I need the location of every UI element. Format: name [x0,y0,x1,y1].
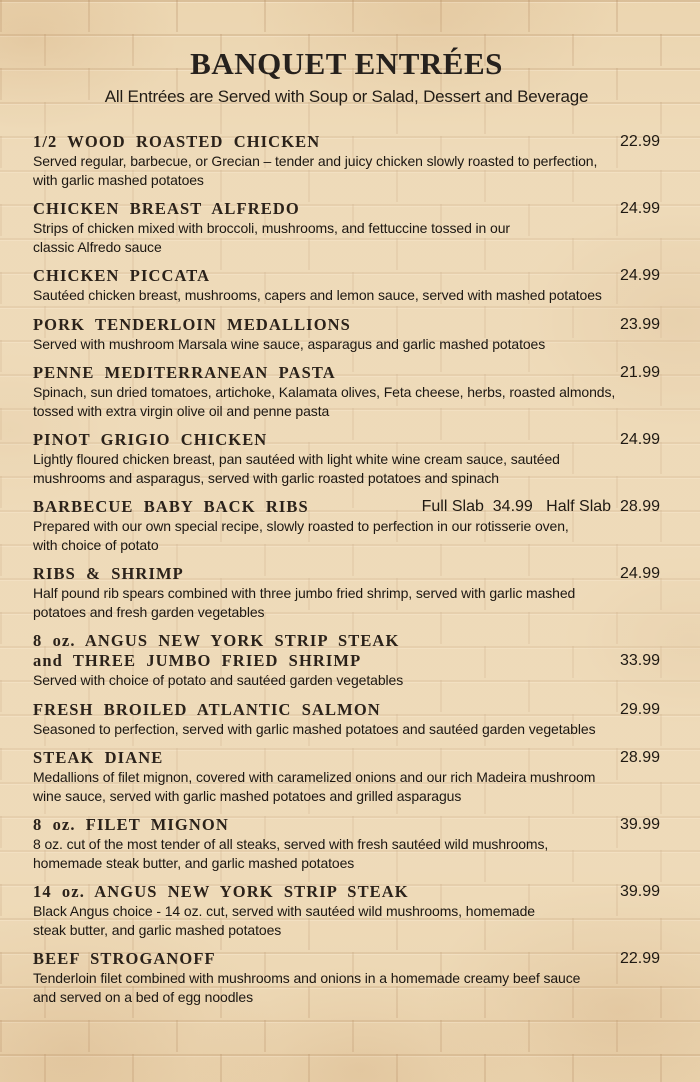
menu-item [33,497,660,554]
menu-item [33,631,660,690]
item-description-line: Medallions of filet mignon, covered with caramelized onions and our rich Madeira mushroom [33,769,596,785]
item-price: 39.99 [619,883,660,900]
item-price: 21.99 [619,364,660,381]
item-description [33,450,660,487]
item-description [33,671,660,690]
item-price: Full Slab 34.99 Half Slab 28.99 [421,498,660,515]
item-description-line: Tenderloin filet combined with mushrooms and onions in a homemade creamy beef sauce [33,970,581,986]
item-name-block [33,132,320,152]
item-name: BARBECUE BABY BACK RIBS [33,497,309,516]
item-head [33,315,660,335]
item-price: 23.99 [619,315,660,333]
item-name-block [33,430,267,450]
item-name: 1/2 WOOD ROASTED CHICKEN [33,132,321,151]
menu-item [33,815,660,872]
item-description [33,517,660,554]
item-description-line: Prepared with our own special recipe, slowly roasted to perfection in our rotisserie oven, [33,518,569,534]
item-description [33,152,660,189]
item-name-line2: and THREE JUMBO FRIED SHRIMP [33,651,362,670]
item-name-block [33,315,351,335]
item-name: 8 oz. FILET MIGNON [33,815,229,834]
item-price: 24.99 [619,431,660,448]
item-description-line: mushrooms and asparagus, served with garlic roasted potatoes and spinach [33,469,499,486]
menu-item [33,132,660,189]
item-head [33,199,660,219]
item-price: 39.99 [619,816,660,833]
item-name: STEAK DIANE [33,748,164,767]
item-head [33,266,660,286]
item-name-block [33,497,309,517]
item-head [33,815,660,835]
item-description-line: 8 oz. cut of the most tender of all steaks, served with fresh sautéed wild mushrooms, [33,836,549,852]
item-description-line: with garlic mashed potatoes [33,171,204,188]
item-name: CHICKEN BREAST ALFREDO [33,199,300,218]
item-description-line: classic Alfredo sauce [33,238,162,255]
menu-item [33,199,660,256]
item-description-line: with choice of potato [33,536,159,553]
menu-item [33,363,660,420]
item-name-block [33,266,210,286]
item-head [33,363,660,383]
menu-items [33,132,660,1006]
item-description-line: potatoes and fresh garden vegetables [33,603,265,620]
item-description [33,902,660,939]
item-head [33,132,660,152]
item-name: PORK TENDERLOIN MEDALLIONS [33,314,351,334]
item-description [33,286,660,305]
item-head [33,497,660,517]
item-head [33,748,660,768]
item-description-line: Served regular, barbecue, or Grecian – tender and juicy chicken slowly roasted to perfection, [33,153,598,169]
item-name-block [33,949,216,969]
item-head [33,430,660,450]
menu-item [33,949,660,1006]
item-price: 24.99 [619,565,660,582]
item-name-block [33,700,381,720]
item-name: CHICKEN PICCATA [33,266,211,285]
item-description [33,969,660,1006]
item-name-block [33,748,163,768]
item-description [33,768,660,805]
item-description-line: Seasoned to perfection, served with garlic mashed potatoes and sautéed garden vegetables [33,720,596,737]
item-name: RIBS & SHRIMP [33,564,184,583]
item-description-line: wine sauce, served with garlic mashed potatoes and grilled asparagus [33,787,462,804]
item-description-line: Half pound rib spears combined with three jumbo fried shrimp, served with garlic mashed [33,585,576,601]
item-name: FRESH BROILED ATLANTIC SALMON [33,699,381,719]
menu-subtitle: All Entrées are Served with Soup or Salad, Dessert and Beverage [104,87,589,106]
item-description [33,383,660,420]
menu-title: BANQUET ENTRÉES [190,46,503,81]
item-description-line: homemade steak butter, and garlic mashed potatoes [33,854,355,871]
item-name: 14 oz. ANGUS NEW YORK STRIP STEAK [33,882,409,901]
item-name: PENNE MEDITERRANEAN PASTA [33,363,336,382]
item-description-line: tossed with extra virgin olive oil and penne pasta [33,402,330,419]
item-name: 8 oz. ANGUS NEW YORK STRIP STEAK [33,631,400,650]
menu-item [33,315,660,354]
item-price: 33.99 [619,652,660,669]
item-price: 29.99 [619,700,660,718]
item-head [33,882,660,902]
item-name: BEEF STROGANOFF [33,949,216,968]
menu-item [33,748,660,805]
item-description-line: Black Angus choice - 14 oz. cut, served with sautéed wild mushrooms, homemade [33,903,535,919]
item-name-block [33,564,184,584]
menu-item [33,430,660,487]
item-description [33,219,660,256]
item-name-block [33,363,336,383]
item-price: 24.99 [619,200,660,217]
item-price: 22.99 [619,133,660,150]
item-name: PINOT GRIGIO CHICKEN [33,430,268,449]
item-price: 24.99 [619,267,660,284]
item-head [33,949,660,969]
menu-item [33,882,660,939]
item-description [33,335,660,354]
item-description-line: Served with mushroom Marsala wine sauce, asparagus and garlic mashed potatoes [33,335,546,352]
item-price: 22.99 [619,950,660,967]
item-name-block [33,631,399,671]
item-description-line: Served with choice of potato and sautéed garden vegetables [33,672,404,688]
item-name-block [33,815,229,835]
item-head [33,564,660,584]
item-name-block [33,199,300,219]
item-head [33,700,660,720]
menu-item [33,700,660,739]
item-name-block [33,882,409,902]
menu-header [33,46,660,107]
item-description [33,835,660,872]
item-description [33,584,660,621]
item-description-line: Strips of chicken mixed with broccoli, mushrooms, and fettuccine tossed in our [33,220,510,236]
item-description-line: Sautéed chicken breast, mushrooms, capers and lemon sauce, served with mashed potatoes [33,287,602,303]
menu-item [33,266,660,305]
item-description-line: Lightly floured chicken breast, pan sautéed with light white wine cream sauce, sautéed [33,451,560,467]
menu-item [33,564,660,621]
item-price: 28.99 [619,749,660,766]
item-description-line: Spinach, sun dried tomatoes, artichoke, Kalamata olives, Feta cheese, herbs, roasted almonds, [33,384,616,400]
item-description-line: steak butter, and garlic mashed potatoes [33,921,282,938]
item-description [33,720,660,739]
item-head [33,631,660,671]
item-description-line: and served on a bed of egg noodles [33,988,253,1005]
